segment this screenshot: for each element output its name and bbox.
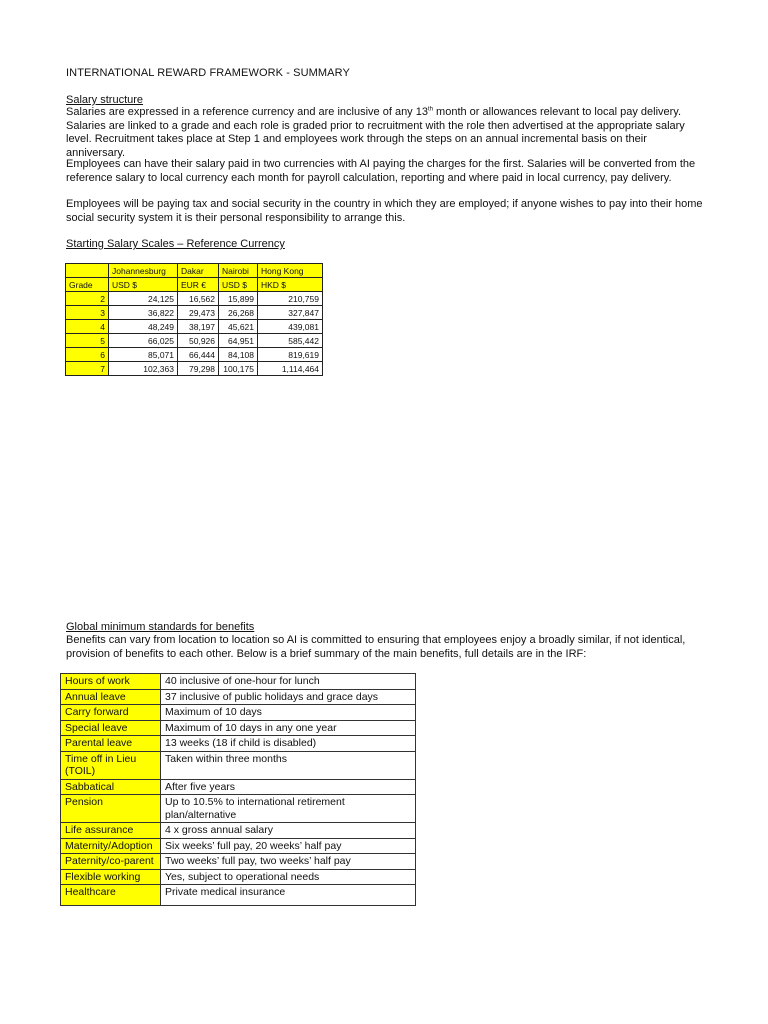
benefit-value: Taken within three months <box>161 751 416 779</box>
table-row <box>61 736 416 752</box>
grade-cell: 6 <box>66 348 109 362</box>
grade-cell: 7 <box>66 362 109 376</box>
table-cell: 48,249 <box>109 320 178 334</box>
table-cell: 100,175 <box>219 362 258 376</box>
salary-structure-paragraph-1: Salaries are expressed in a reference currency and are inclusive of any 13th month or allowances relevant to local pay delivery. Salaries are linked to a grade and each role is graded prior to recruitment with the role then advertised at the appropriate salary level. Recruitment takes place at Step 1 and employees work through the steps on an annual incremental basis on their anniversary. <box>66 106 685 159</box>
table-row <box>61 674 416 690</box>
table-row <box>66 348 323 362</box>
benefits-intro: Benefits can vary from location to location so AI is committed to ensuring that employees enjoy a broadly similar, if not identical, provision of benefits to each other. Below is a brief summary of the main benefits, full details are in the IRF: <box>66 634 686 660</box>
benefit-name: Pension <box>61 795 161 823</box>
table-cell: 29,473 <box>178 306 219 320</box>
table-row <box>61 823 416 839</box>
table-cell: 64,951 <box>219 334 258 348</box>
benefit-name: Healthcare <box>61 885 161 906</box>
table-cell: 15,899 <box>219 292 258 306</box>
table-cell: 327,847 <box>258 306 323 320</box>
table-header-row <box>66 264 323 278</box>
benefit-value: Two weeks’ full pay, two weeks’ half pay <box>161 854 416 870</box>
benefit-name: Flexible working <box>61 869 161 885</box>
benefit-name: Annual leave <box>61 689 161 705</box>
table-row <box>61 779 416 795</box>
benefit-name: Maternity/Adoption <box>61 838 161 854</box>
table-cell: 102,363 <box>109 362 178 376</box>
table-row <box>61 751 416 779</box>
table-cell: 45,621 <box>219 320 258 334</box>
table-cell: 85,071 <box>109 348 178 362</box>
benefit-name: Paternity/co-parent <box>61 854 161 870</box>
benefits-heading: Global minimum standards for benefits <box>66 621 255 633</box>
benefit-name: Life assurance <box>61 823 161 839</box>
benefits-table <box>60 673 416 906</box>
benefit-value: Six weeks’ full pay, 20 weeks’ half pay <box>161 838 416 854</box>
table-cell: 38,197 <box>178 320 219 334</box>
table-cell: 210,759 <box>258 292 323 306</box>
document-title: INTERNATIONAL REWARD FRAMEWORK - SUMMARY <box>66 67 350 79</box>
benefit-value: 37 inclusive of public holidays and grace days <box>161 689 416 705</box>
salary-structure-paragraph-2: Employees can have their salary paid in two currencies with AI paying the charges for the first. Salaries will be converted from the reference salary to local currency each month for payroll calculation, reporting and where paid in local currency, pay delivery. <box>66 158 696 184</box>
table-cell: 585,442 <box>258 334 323 348</box>
table-cell: 66,025 <box>109 334 178 348</box>
table-row <box>66 334 323 348</box>
table-header-cell: Hong Kong <box>258 264 323 278</box>
table-row <box>61 885 416 906</box>
table-cell: 1,114,464 <box>258 362 323 376</box>
table-row <box>61 854 416 870</box>
salary-scales-table <box>65 263 323 376</box>
table-header-cell: HKD $ <box>258 278 323 292</box>
table-row <box>61 869 416 885</box>
benefit-name: Special leave <box>61 720 161 736</box>
grade-cell: 3 <box>66 306 109 320</box>
table-row <box>61 705 416 721</box>
table-cell: 26,268 <box>219 306 258 320</box>
table-header-cell: USD $ <box>219 278 258 292</box>
table-row <box>61 795 416 823</box>
table-cell: 439,081 <box>258 320 323 334</box>
benefit-value: 4 x gross annual salary <box>161 823 416 839</box>
benefit-value: 13 weeks (18 if child is disabled) <box>161 736 416 752</box>
benefit-value: 40 inclusive of one-hour for lunch <box>161 674 416 690</box>
table-cell: 16,562 <box>178 292 219 306</box>
benefit-name: Time off in Lieu (TOIL) <box>61 751 161 779</box>
grade-cell: 2 <box>66 292 109 306</box>
table-header-cell: Dakar <box>178 264 219 278</box>
benefit-name: Sabbatical <box>61 779 161 795</box>
table-header-cell: Johannesburg <box>109 264 178 278</box>
benefit-name: Parental leave <box>61 736 161 752</box>
salary-structure-heading: Salary structure <box>66 94 144 106</box>
table-cell: 66,444 <box>178 348 219 362</box>
table-header-cell: USD $ <box>109 278 178 292</box>
benefit-name: Hours of work <box>61 674 161 690</box>
table-cell: 84,108 <box>219 348 258 362</box>
benefit-value: Maximum of 10 days in any one year <box>161 720 416 736</box>
table-cell: 79,298 <box>178 362 219 376</box>
table-row <box>66 292 323 306</box>
grade-cell: 4 <box>66 320 109 334</box>
table-header-row <box>66 278 323 292</box>
benefit-value: After five years <box>161 779 416 795</box>
benefit-value: Private medical insurance <box>161 885 416 906</box>
table-header-cell: Nairobi <box>219 264 258 278</box>
grade-cell: 5 <box>66 334 109 348</box>
table-cell: 24,125 <box>109 292 178 306</box>
table-row <box>61 689 416 705</box>
table-cell: 50,926 <box>178 334 219 348</box>
salary-scales-heading: Starting Salary Scales – Reference Currency <box>66 238 285 250</box>
table-header-cell: EUR € <box>178 278 219 292</box>
table-row <box>61 838 416 854</box>
table-row <box>66 306 323 320</box>
table-cell: 36,822 <box>109 306 178 320</box>
table-header-cell: Grade <box>66 278 109 292</box>
benefit-value: Up to 10.5% to international retirement plan/alternative <box>161 795 416 823</box>
table-header-cell <box>66 264 109 278</box>
salary-structure-paragraph-3: Employees will be paying tax and social security in the country in which they are employed; if anyone wishes to pay into their home social security system it is their personal responsibility to arrange this. <box>66 198 703 224</box>
benefit-value: Maximum of 10 days <box>161 705 416 721</box>
table-cell: 819,619 <box>258 348 323 362</box>
table-row <box>66 362 323 376</box>
table-row <box>66 320 323 334</box>
benefit-value: Yes, subject to operational needs <box>161 869 416 885</box>
table-row <box>61 720 416 736</box>
benefit-name: Carry forward <box>61 705 161 721</box>
